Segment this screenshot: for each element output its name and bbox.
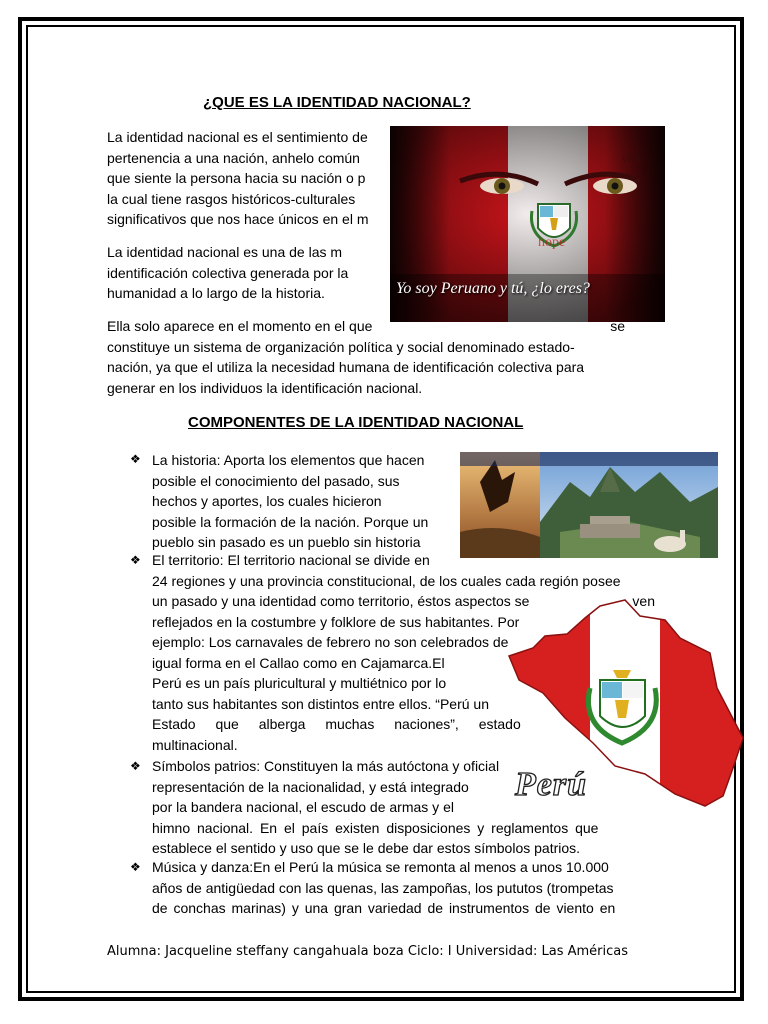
text-line: que siente la persona hacia su nación o p [107, 170, 366, 186]
text-line: posible la formación de la nación. Porque un [152, 513, 429, 530]
bullet-simbolos [152, 756, 660, 859]
text-line: significativos que nos hace únicos en el m [107, 211, 369, 227]
text-line: 24 regiones y una provincia constitucional, de los cuales cada región posee [152, 572, 621, 589]
text-line: Perú es un país pluricultural y multiétnico por lo [152, 675, 447, 691]
text-line: de conchas marinas) y una gran variedad de instrumentos de viento en [152, 900, 616, 916]
text-line: Símbolos patrios: Constituyen la más autóctona y oficial [152, 758, 500, 774]
text-line: Ella solo aparece en el momento en el que se [107, 318, 625, 334]
text-line: ejemplo: Los carnavales de febrero no son celebrados de [152, 634, 509, 650]
text-line: posible el conocimiento del pasado, sus [152, 472, 400, 489]
text-line: Música y danza:En el Perú la música se remonta al menos a unos 10.000 [152, 859, 609, 875]
map-label: Perú [515, 766, 587, 803]
text-line: identificación colectiva generada por la [107, 264, 349, 281]
face-overlay-text: vivir [622, 153, 642, 165]
diamond-bullet-icon: ❖ [130, 759, 141, 773]
text-line: pertenencia a una nación, anhelo común [107, 149, 360, 166]
svg-text:hope: hope [538, 235, 566, 250]
text-line: tanto sus habitantes son distintos entre ellos. “Perú un [152, 695, 489, 712]
text-line: igual forma en el Callao como en Cajamarca.El [152, 654, 445, 671]
footer-author-info: Alumna: Jacqueline steffany cangahuala boza Ciclo: I Universidad: Las Américas [107, 944, 629, 959]
bullet-historia [152, 450, 457, 553]
text-line: generar en los individuos la identificación nacional. [107, 379, 423, 396]
text-line: La identidad nacional es el sentimiento de [107, 129, 368, 145]
history-collage-image [460, 452, 718, 558]
text-line: La identidad nacional es una de las m [107, 244, 343, 260]
text-line: representación de la nacionalidad, y está integrado [152, 778, 469, 795]
diamond-bullet-icon: ❖ [130, 553, 141, 567]
face-image-caption: Yo soy Peruano y tú, ¿lo eres? [396, 280, 590, 297]
text-line: reflejados en la costumbre y folklore de sus habitantes. Por [152, 613, 520, 630]
text-line: humanidad a lo largo de la historia. [107, 285, 325, 301]
peruvian-face-image [390, 126, 665, 322]
text-line: constituye un sistema de organización política y social denominado estado- [107, 338, 575, 355]
text-line: hechos y aportes, los cuales hicieron [152, 493, 382, 509]
text-line: establece el sentido y uso que se le debe dar estos símbolos patrios. [152, 840, 581, 856]
intro-paragraph-1 [107, 127, 387, 230]
section-title-components: COMPONENTES DE LA IDENTIDAD NACIONAL [188, 414, 524, 431]
bullet-musica [152, 857, 660, 919]
intro-paragraph-2 [107, 242, 387, 304]
text-line: por la bandera nacional, el escudo de armas y el [152, 799, 454, 815]
main-title: ¿QUE ES LA IDENTIDAD NACIONAL? [203, 94, 471, 111]
text-line: El territorio: El territorio nacional se divide en [152, 552, 430, 568]
text-line: Estado que alberga muchas naciones”, estado [152, 716, 521, 732]
machu-picchu-illustration [460, 452, 718, 558]
text-line: himno nacional. En el país existen disposiciones y reglamentos que [152, 819, 599, 836]
text-line: multinacional. [152, 736, 238, 753]
text-line: nación, ya que el utiliza la necesidad humana de identificación colectiva para [107, 359, 585, 375]
intro-paragraph-3 [107, 316, 660, 398]
diamond-bullet-icon: ❖ [130, 860, 141, 874]
text-line: pueblo sin pasado es un pueblo sin historia [152, 534, 421, 550]
text-line: la cual tiene rasgos históricos-culturales [107, 190, 356, 207]
text-line: años de antigüedad con las quenas, las zampoñas, los pututos (trompetas [152, 879, 614, 896]
diamond-bullet-icon: ❖ [130, 452, 141, 466]
text-line: La historia: Aporta los elementos que hacen [152, 452, 425, 468]
text-line: un pasado y una identidad como territorio, éstos aspectos se ven [152, 593, 655, 609]
